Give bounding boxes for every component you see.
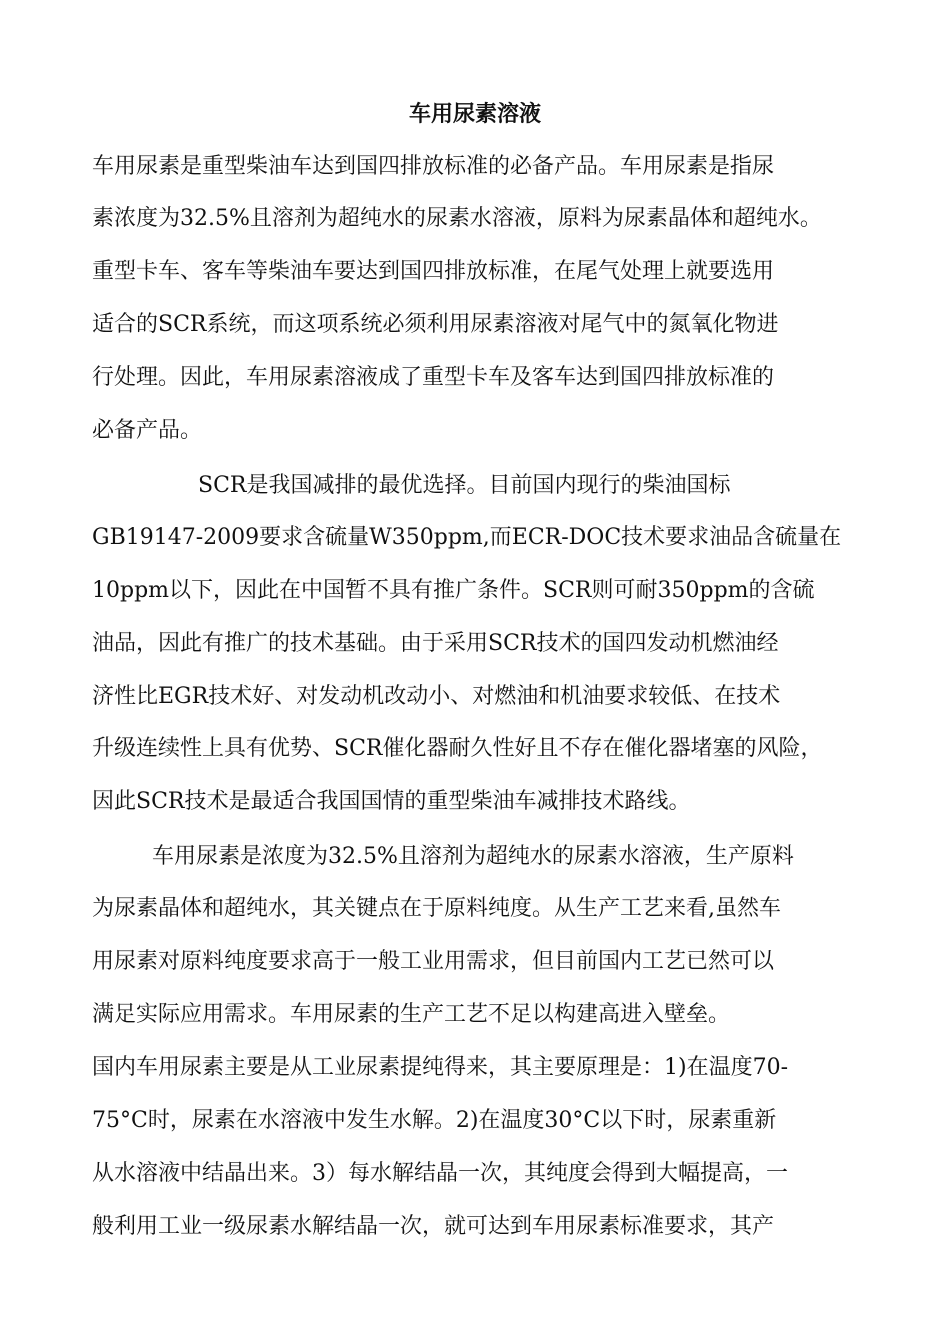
paragraph-2-line-1: SCR是我国减排的最优选择。目前国内现行的柴油国标 (198, 473, 731, 498)
paragraph-1-line-1: 车用尿素是重型柴油车达到国四排放标准的必备产品。车用尿素是指尿 (92, 154, 775, 179)
paragraph-4-line-4: 般利用工业一级尿素水解结晶一次，就可达到车用尿素标准要求，其产 (92, 1214, 775, 1239)
paragraph-2-line-6: 升级连续性上具有优势、SCR催化器耐久性好且不存在催化器堵塞的风险， (92, 736, 823, 761)
paragraph-2-line-4: 油品，因此有推广的技术基础。由于采用SCR技术的国四发动机燃油经 (92, 631, 779, 656)
paragraph-1-line-4: 适合的SCR系统，而这项系统必须利用尿素溶液对尾气中的氮氧化物进 (92, 312, 779, 337)
paragraph-4-line-3: 从水溶液中结晶出来。3）每水解结晶一次，其纯度会得到大幅提高，一 (92, 1161, 788, 1186)
paragraph-4-line-1: 国内车用尿素主要是从工业尿素提纯得来，其主要原理是：1)在温度70- (92, 1055, 789, 1080)
paragraph-2-line-5: 济性比EGR技术好、对发动机改动小、对燃油和机油要求较低、在技术 (92, 684, 781, 709)
paragraph-1-line-3: 重型卡车、客车等柴油车要达到国四排放标准，在尾气处理上就要选用 (92, 259, 775, 284)
paragraph-3-line-4: 满足实际应用需求。车用尿素的生产工艺不足以构建高进入壁垒。 (92, 1002, 731, 1027)
paragraph-2-line-3: 10ppm以下，因此在中国暂不具有推广条件。SCR则可耐350ppm的含硫 (92, 578, 815, 603)
paragraph-3-line-3: 用尿素对原料纯度要求高于一般工业用需求，但目前国内工艺已然可以 (92, 949, 775, 974)
document-title: 车用尿素溶液 (408, 102, 541, 127)
paragraph-3-line-1: 车用尿素是浓度为32.5%且溶剂为超纯水的尿素水溶液，生产原料 (152, 844, 794, 869)
paragraph-1-line-6: 必备产品。 (92, 418, 203, 443)
paragraph-1-line-5: 行处理。因此，车用尿素溶液成了重型卡车及客车达到国四排放标准的 (92, 365, 775, 390)
paragraph-2-line-7: 因此SCR技术是最适合我国国情的重型柴油车减排技术路线。 (92, 789, 691, 814)
paragraph-3-line-2: 为尿素晶体和超纯水，其关键点在于原料纯度。从生产工艺来看,虽然车 (92, 896, 781, 921)
paragraph-2-line-2: GB19147-2009要求含硫量W350ppm,而ECR-DOC技术要求油品含硫量在 (92, 525, 842, 550)
paragraph-1-line-2: 素浓度为32.5%且溶剂为超纯水的尿素水溶液，原料为尿素晶体和超纯水。 (92, 206, 822, 231)
paragraph-4-line-2: 75°C时，尿素在水溶液中发生水解。2)在温度30°C以下时，尿素重新 (92, 1108, 777, 1133)
